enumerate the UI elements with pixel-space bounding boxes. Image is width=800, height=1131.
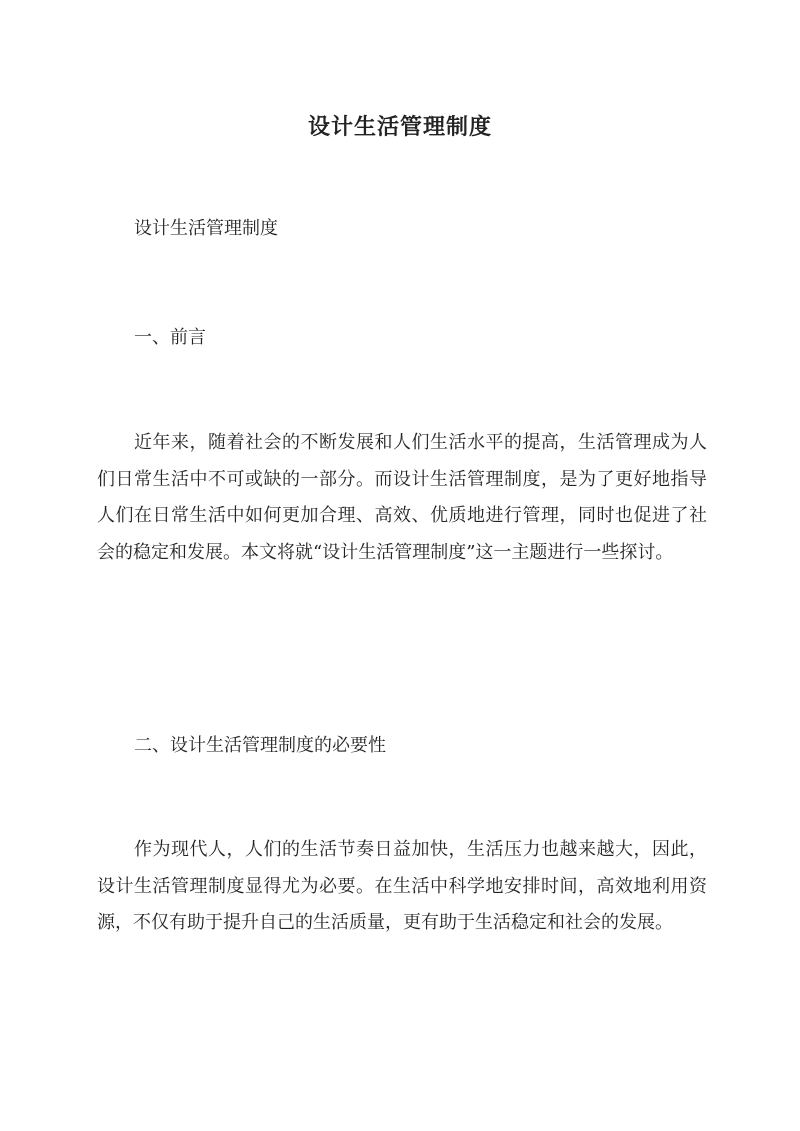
section-paragraph-necessity: 作为现代人，人们的生活节奏日益加快，生活压力也越来越大，因此，设计生活管理制度显得尤为必要。在生活中科学地安排时间，高效地利用资源，不仅有助于提升自己的生活质量，更有助于生活稳定和社会的发展。 [97, 839, 707, 933]
section-heading-preface: 一、前言 [134, 327, 206, 348]
document-title: 设计生活管理制度 [307, 113, 492, 140]
document-subtitle: 设计生活管理制度 [134, 218, 278, 239]
section-heading-necessity: 二、设计生活管理制度的必要性 [134, 735, 386, 756]
section-paragraph-preface: 近年来，随着社会的不断发展和人们生活水平的提高，生活管理成为人们日常生活中不可或缺的一部分。而设计生活管理制度，是为了更好地指导人们在日常生活中如何更加合理、高效、优质地进行管理，同时也促进了社会的稳定和发展。本文将就“设计生活管理制度”这一主题进行一些探讨。 [97, 432, 707, 563]
